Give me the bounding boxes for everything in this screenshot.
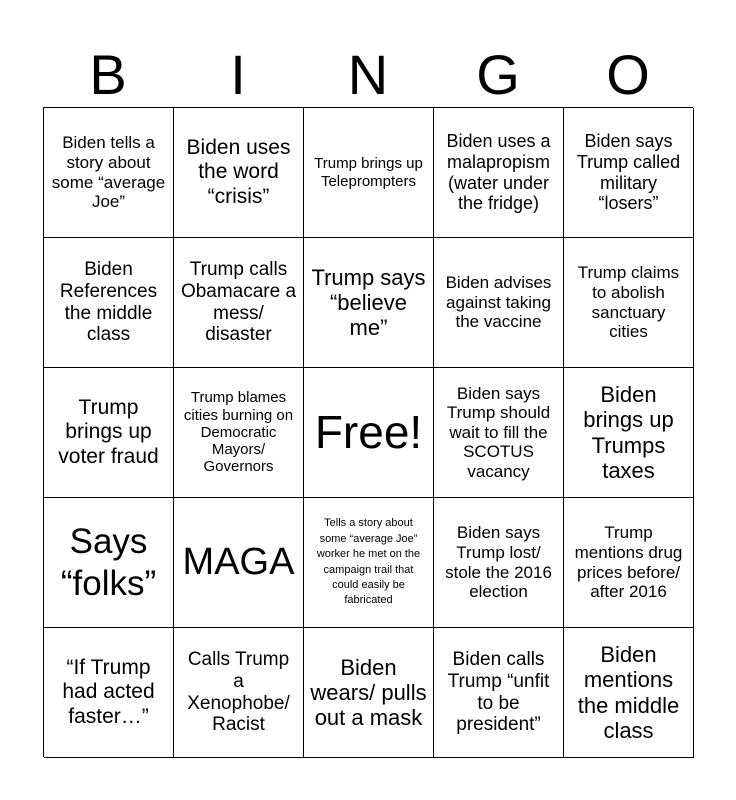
bingo-cell-r4c2[interactable]: MAGA	[174, 498, 304, 628]
bingo-cell-r1c2[interactable]: Biden uses the word “crisis”	[174, 108, 304, 238]
bingo-cell-r5c3[interactable]: Biden wears/ pulls out a mask	[304, 628, 434, 758]
header-letter-b: B	[89, 43, 127, 106]
header-letter-i: I	[230, 43, 246, 106]
bingo-cell-r4c3[interactable]: Tells a story about some “average Joe” worker he met on the campaign trail that could easily be fabricated	[304, 498, 434, 628]
bingo-cell-r1c4[interactable]: Biden uses a malapropism (water under the fridge)	[434, 108, 564, 238]
header-letter-g: G	[476, 43, 520, 106]
bingo-header	[43, 44, 693, 106]
bingo-cell-r5c2[interactable]: Calls Trump a Xenophobe/ Racist	[174, 628, 304, 758]
bingo-cell-free[interactable]: Free!	[304, 368, 434, 498]
bingo-cell-r3c4[interactable]: Biden says Trump should wait to fill the SCOTUS vacancy	[434, 368, 564, 498]
bingo-board	[43, 107, 693, 757]
bingo-cell-r5c1[interactable]: “If Trump had acted faster…”	[44, 628, 174, 758]
bingo-cell-r5c4[interactable]: Biden calls Trump “unfit to be president”	[434, 628, 564, 758]
bingo-cell-r2c4[interactable]: Biden advises against taking the vaccine	[434, 238, 564, 368]
bingo-cell-r2c2[interactable]: Trump calls Obamacare a mess/ disaster	[174, 238, 304, 368]
bingo-cell-r3c5[interactable]: Biden brings up Trumps taxes	[564, 368, 694, 498]
bingo-cell-r1c1[interactable]: Biden tells a story about some “average Joe”	[44, 108, 174, 238]
bingo-cell-r3c1[interactable]: Trump brings up voter fraud	[44, 368, 174, 498]
bingo-cell-r4c4[interactable]: Biden says Trump lost/ stole the 2016 election	[434, 498, 564, 628]
header-letter-o: O	[606, 43, 650, 106]
bingo-cell-r2c3[interactable]: Trump says “believe me”	[304, 238, 434, 368]
bingo-cell-r1c3[interactable]: Trump brings up Teleprompters	[304, 108, 434, 238]
bingo-cell-r3c2[interactable]: Trump blames cities burning on Democratic Mayors/ Governors	[174, 368, 304, 498]
bingo-cell-r2c1[interactable]: Biden References the middle class	[44, 238, 174, 368]
bingo-cell-r2c5[interactable]: Trump claims to abolish sanctuary cities	[564, 238, 694, 368]
bingo-cell-r1c5[interactable]: Biden says Trump called military “losers”	[564, 108, 694, 238]
bingo-cell-r4c1[interactable]: Says “folks”	[44, 498, 174, 628]
header-letter-n: N	[347, 43, 389, 106]
bingo-cell-r5c5[interactable]: Biden mentions the middle class	[564, 628, 694, 758]
bingo-cell-r4c5[interactable]: Trump mentions drug prices before/ after 2016	[564, 498, 694, 628]
